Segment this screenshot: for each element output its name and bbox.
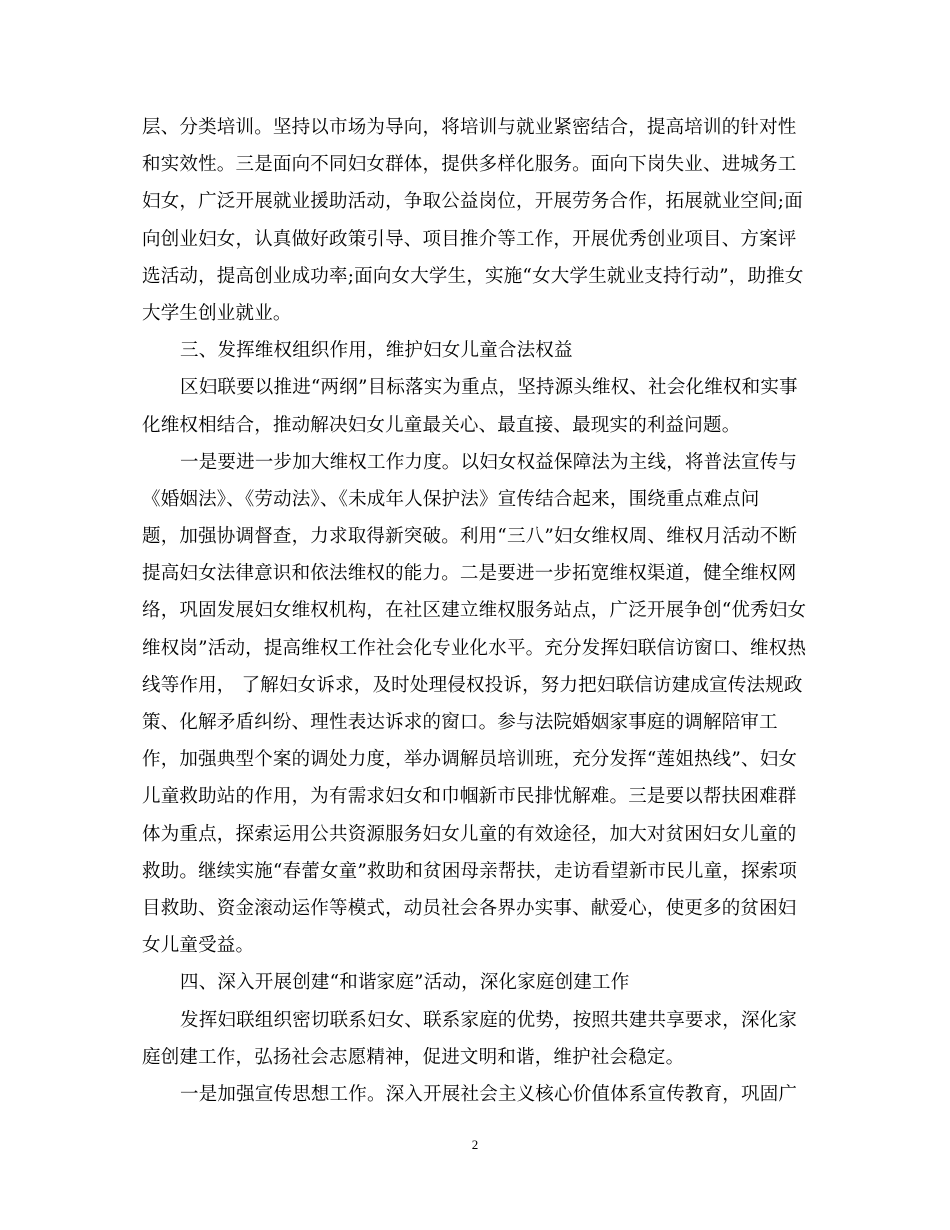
text-line: 庭创建工作，弘扬社会志愿精神，促进文明和谐，维护社会稳定。 — [142, 1046, 685, 1068]
text-line: 向创业妇女，认真做好政策引导、项目推介等工作，开展优秀创业项目、方案评 — [142, 228, 797, 250]
text-line: 提高妇女法律意识和依法维权的能力。二是要进一步拓宽维权渠道，健全维权网 — [142, 563, 797, 585]
text-line: 区妇联要以推进“两纲”目标落实为重点，坚持源头维权、社会化维权和实事 — [180, 377, 798, 399]
text-line: 儿童救助站的作用，为有需求妇女和巾帼新市民排忧解难。三是要以帮扶困难群 — [142, 786, 797, 808]
text-line: 和实效性。三是面向不同妇女群体，提供多样化服务。面向下岗失业、进城务工 — [142, 154, 797, 176]
text-line: 化维权相结合，推动解决妇女儿童最关心、最直接、最现实的利益问题。 — [142, 414, 741, 436]
text-line: 目救助、资金滚动运作等模式，动员社会各界办实事、献爱心，使更多的贫困妇 — [142, 897, 797, 919]
text-line: 女儿童受益。 — [142, 935, 255, 957]
section-heading: 四、深入开展创建“和谐家庭”活动，深化家庭创建工作 — [180, 972, 630, 994]
text-line: 大学生创业就业。 — [142, 302, 292, 324]
body-text — [142, 109, 808, 1113]
section-heading: 三、发挥维权组织作用，维护妇女儿童合法权益 — [180, 340, 573, 362]
text-line: 线等作用， 了解妇女诉求，及时处理侵权投诉，努力把妇联信访建成宣传法规政 — [142, 674, 803, 696]
text-line: 一是加强宣传思想工作。深入开展社会主义核心价值体系宣传教育，巩固广 — [180, 1083, 798, 1105]
text-line: 一是要进一步加大维权工作力度。以妇女权益保障法为主线，将普法宣传与 — [180, 451, 798, 473]
text-line: 络，巩固发展妇女维权机构，在社区建立维权服务站点，广泛开展争创“优秀妇女 — [142, 600, 807, 622]
text-line: 作，加强典型个案的调处力度，举办调解员培训班，充分发挥“莲姐热线”、妇女 — [142, 749, 798, 771]
text-line: 层、分类培训。坚持以市场为导向，将培训与就业紧密结合，提高培训的针对性 — [142, 117, 797, 138]
text-line: 选活动，提高创业成功率;面向女大学生，实施“女大学生就业支持行动”，助推女 — [142, 265, 804, 287]
text-line: 救助。继续实施“春蕾女童”救助和贫困母亲帮扶，走访看望新市民儿童，探索项 — [142, 860, 798, 882]
page-number: 2 — [471, 1137, 479, 1152]
text-line: 妇女，广泛开展就业援助活动，争取公益岗位，开展劳务合作，拓展就业空间;面 — [142, 191, 803, 213]
text-line: 策、化解矛盾纠纷、理性表达诉求的窗口。参与法院婚姻家事庭的调解陪审工 — [142, 712, 778, 733]
text-line: 维权岗”活动，提高维权工作社会化专业化水平。充分发挥妇联信访窗口、维权热 — [142, 637, 807, 659]
text-line: 体为重点，探索运用公共资源服务妇女儿童的有效途径，加大对贫困妇女儿童的 — [142, 823, 797, 845]
text-line: 《婚姻法》、《劳动法》、《未成年人保护法》宣传结合起来，围绕重点难点问 — [142, 488, 760, 510]
text-line: 题，加强协调督查，力求取得新突破。利用“三八”妇女维权周、维权月活动不断 — [142, 526, 798, 548]
text-line: 发挥妇联组织密切联系妇女、联系家庭的优势，按照共建共享要求，深化家 — [180, 1009, 798, 1031]
